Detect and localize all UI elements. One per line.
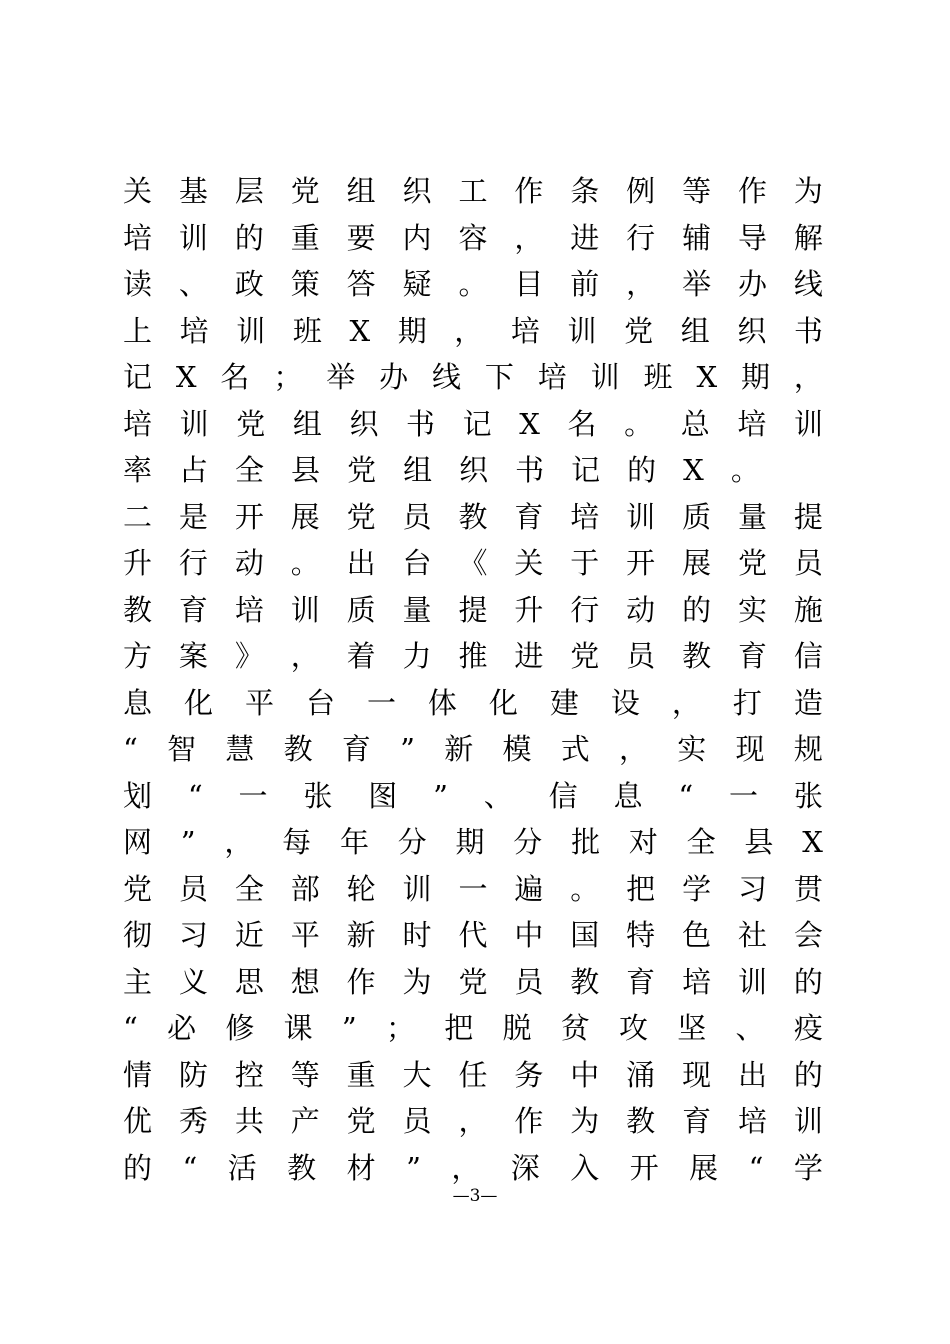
text-line: 划 “ 一 张 图 ” 、 信 息 “ 一 张	[123, 778, 823, 813]
text-line: 培 训 的 重 要 内 容 ， 进 行 辅 导 解	[123, 220, 823, 255]
text-line: 优 秀 共 产 党 员 ， 作 为 教 育 培 训	[123, 1104, 823, 1138]
body-text	[123, 168, 823, 1191]
text-line: 上 培 训 班 X 期 ， 培 训 党 组 织 书	[123, 313, 823, 348]
text-line: 率 占 全 县 党 组 织 书 记 的 X 。	[123, 453, 760, 487]
text-line: “ 必 修 课 ” ； 把 脱 贫 攻 坚 、 疫	[123, 1011, 823, 1045]
text-line: 培 训 党 组 织 书 记 X 名 。 总 培 训	[123, 406, 823, 441]
page-number: —3—	[452, 1186, 498, 1206]
text-line: 记 X 名 ； 举 办 线 下 培 训 班 X 期 ，	[123, 360, 823, 394]
text-line: 关 基 层 党 组 织 工 作 条 例 等 作 为	[123, 174, 823, 208]
text-line: 升 行 动 。 出 台 《 关 于 开 展 党 员	[123, 546, 823, 580]
text-line: 彻 习 近 平 新 时 代 中 国 特 色 社 会	[123, 918, 823, 952]
text-line: “ 智 慧 教 育 ” 新 模 式 ， 实 现 规	[123, 732, 823, 766]
text-line: 的 “ 活 教 材 ” ， 深 入 开 展 “ 学	[123, 1150, 823, 1185]
text-line: 情 防 控 等 重 大 任 务 中 涌 现 出 的	[123, 1057, 823, 1092]
text-line: 教 育 培 训 质 量 提 升 行 动 的 实 施	[123, 592, 823, 627]
text-line: 主 义 思 想 作 为 党 员 教 育 培 训 的	[123, 964, 823, 999]
text-line: 网 ” ， 每 年 分 期 分 批 对 全 县 X	[123, 825, 823, 859]
text-line: 二 是 开 展 党 员 教 育 培 训 质 量 提	[123, 499, 823, 534]
text-line: 息 化 平 台 一 体 化 建 设 ， 打 造	[123, 685, 823, 720]
text-line: 党 员 全 部 轮 训 一 遍 。 把 学 习 贯	[123, 871, 823, 906]
text-line: 读 、 政 策 答 疑 。 目 前 ， 举 办 线	[123, 267, 823, 301]
text-line: 方 案 》 ， 着 力 推 进 党 员 教 育 信	[123, 639, 823, 673]
